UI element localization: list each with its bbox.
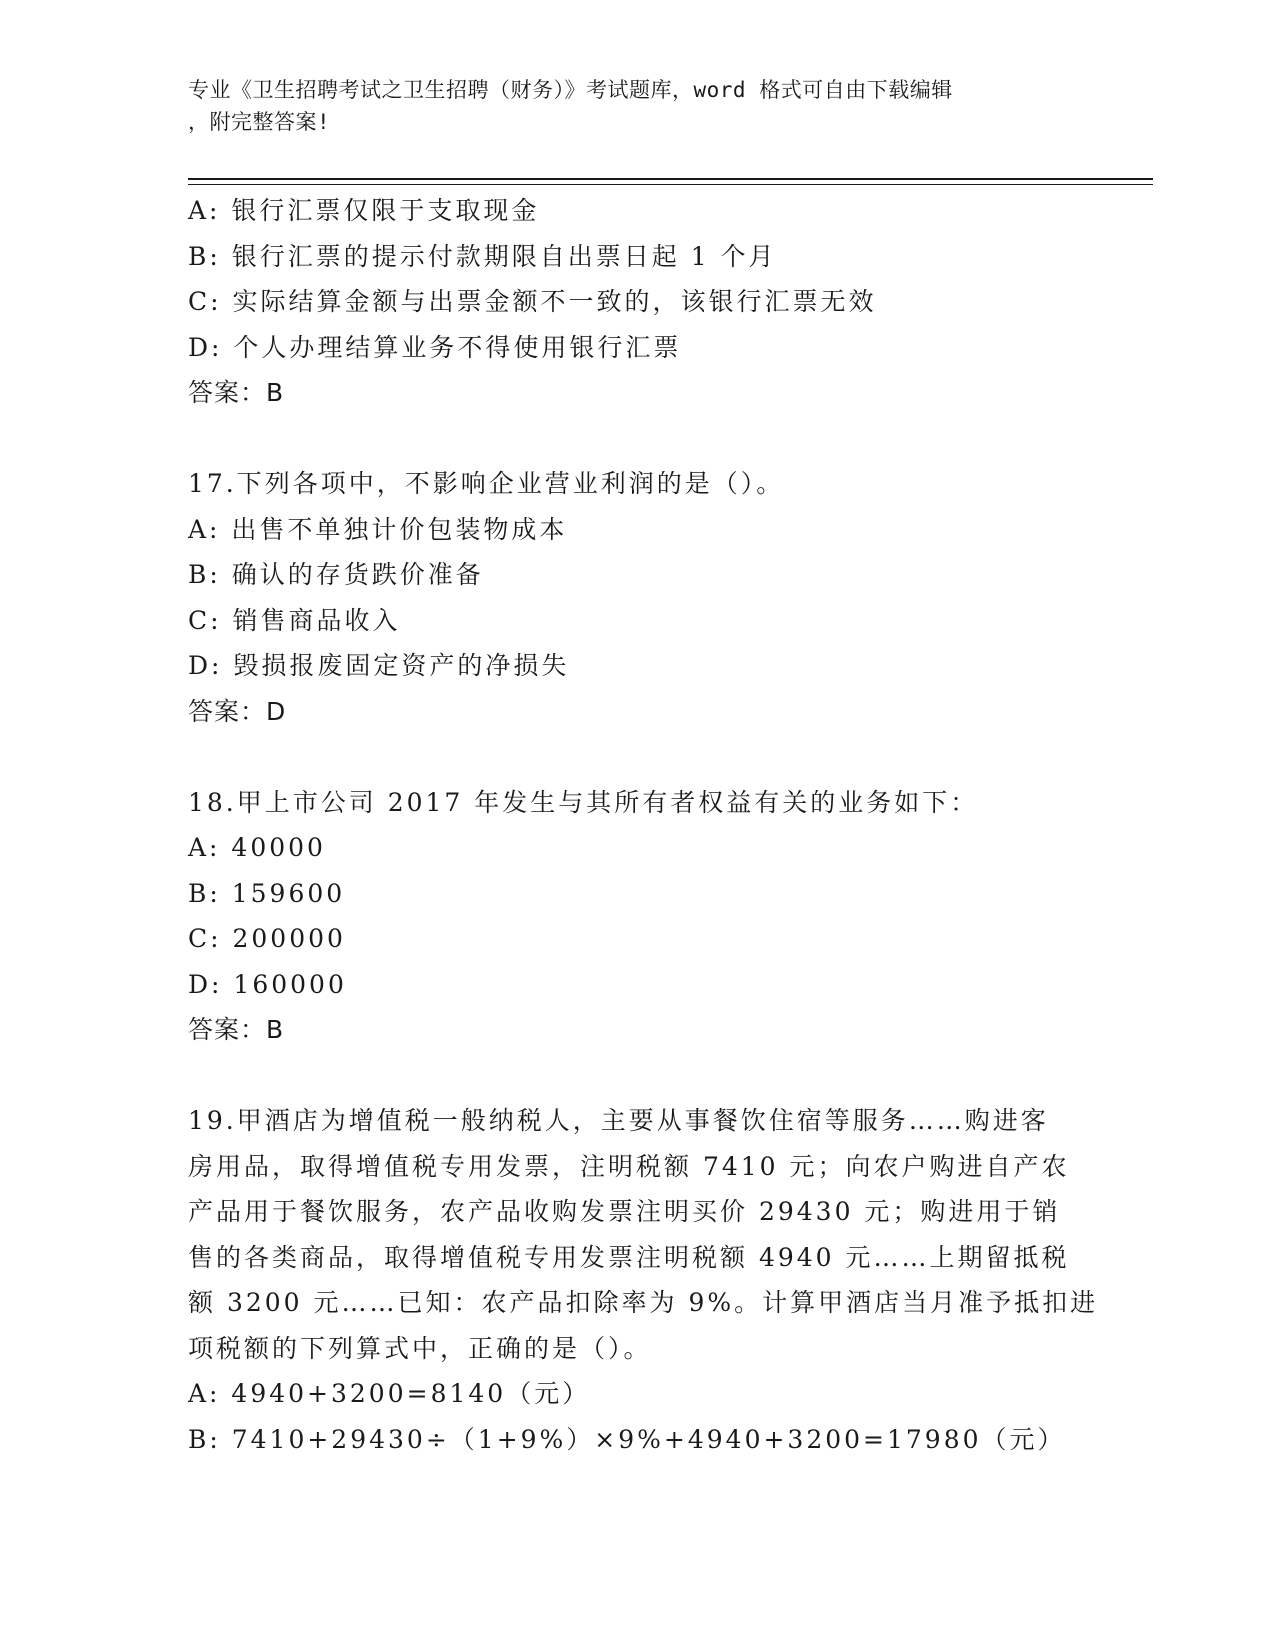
option-b: B: 159600 xyxy=(188,878,346,908)
option-c: C: 实际结算金额与出票金额不一致的，该银行汇票无效 xyxy=(188,287,877,316)
question-19 xyxy=(188,1098,1099,1462)
option-d: D: 个人办理结算业务不得使用银行汇票 xyxy=(188,332,682,362)
question-text-line: 产品用于餐饮服务，农产品收购发票注明买价 29430 元；购进用于销 xyxy=(188,1197,1061,1226)
spacer xyxy=(188,1053,1088,1099)
question-text-line: 房用品，取得增值税专用发票，注明税额 7410 元；向农户购进自产农 xyxy=(188,1151,1070,1181)
answer: 答案：D xyxy=(188,696,287,726)
question-text: 18.甲上市公司 2017 年发生与其所有者权益有关的业务如下： xyxy=(188,787,979,817)
header-divider-thick xyxy=(188,178,1153,180)
question-18 xyxy=(188,780,1088,1053)
answer: 答案：B xyxy=(188,378,285,407)
question-16 xyxy=(188,188,1088,416)
question-text-line: 19.甲酒店为增值税一般纳税人，主要从事餐饮住宿等服务……购进客 xyxy=(188,1106,1049,1135)
question-text-line: 售的各类商品，取得增值税专用发票注明税额 4940 元……上期留抵税 xyxy=(188,1242,1070,1272)
option-a: A: 出售不单独计价包装物成本 xyxy=(188,514,568,544)
option-a: A: 40000 xyxy=(188,833,326,862)
option-b: B: 银行汇票的提示付款期限自出票日起 1 个月 xyxy=(188,241,777,271)
option-b: B: 确认的存货跌价准备 xyxy=(188,560,484,589)
header-divider-thin xyxy=(188,184,1153,185)
question-list xyxy=(188,188,1099,1462)
answer: 答案：B xyxy=(188,1015,285,1044)
option-c: C: 200000 xyxy=(188,924,346,953)
question-text-line: 项税额的下列算式中，正确的是（）。 xyxy=(188,1333,652,1363)
option-a: A: 4940+3200=8140（元） xyxy=(188,1379,591,1408)
question-text: 17.下列各项中，不影响企业营业利润的是（）。 xyxy=(188,469,785,498)
option-c: C: 销售商品收入 xyxy=(188,605,401,635)
option-b: B: 7410+29430÷（1+9%）×9%+4940+3200=17980（元） xyxy=(188,1424,1066,1454)
option-a: A: 银行汇票仅限于支取现金 xyxy=(188,196,540,225)
spacer xyxy=(188,416,1088,462)
header-line-2: ，附完整答案! xyxy=(188,110,331,134)
question-text-line: 额 3200 元……已知：农产品扣除率为 9%。计算甲酒店当月准予抵扣进 xyxy=(188,1288,1099,1317)
option-d: D: 160000 xyxy=(188,969,347,999)
header-line-1: 专业《卫生招聘考试之卫生招聘（财务）》考试题库，word 格式可自由下载编辑 xyxy=(188,78,953,102)
spacer xyxy=(188,734,1088,780)
document-header xyxy=(188,74,1088,138)
question-17 xyxy=(188,461,1088,734)
option-d: D: 毁损报废固定资产的净损失 xyxy=(188,651,570,680)
